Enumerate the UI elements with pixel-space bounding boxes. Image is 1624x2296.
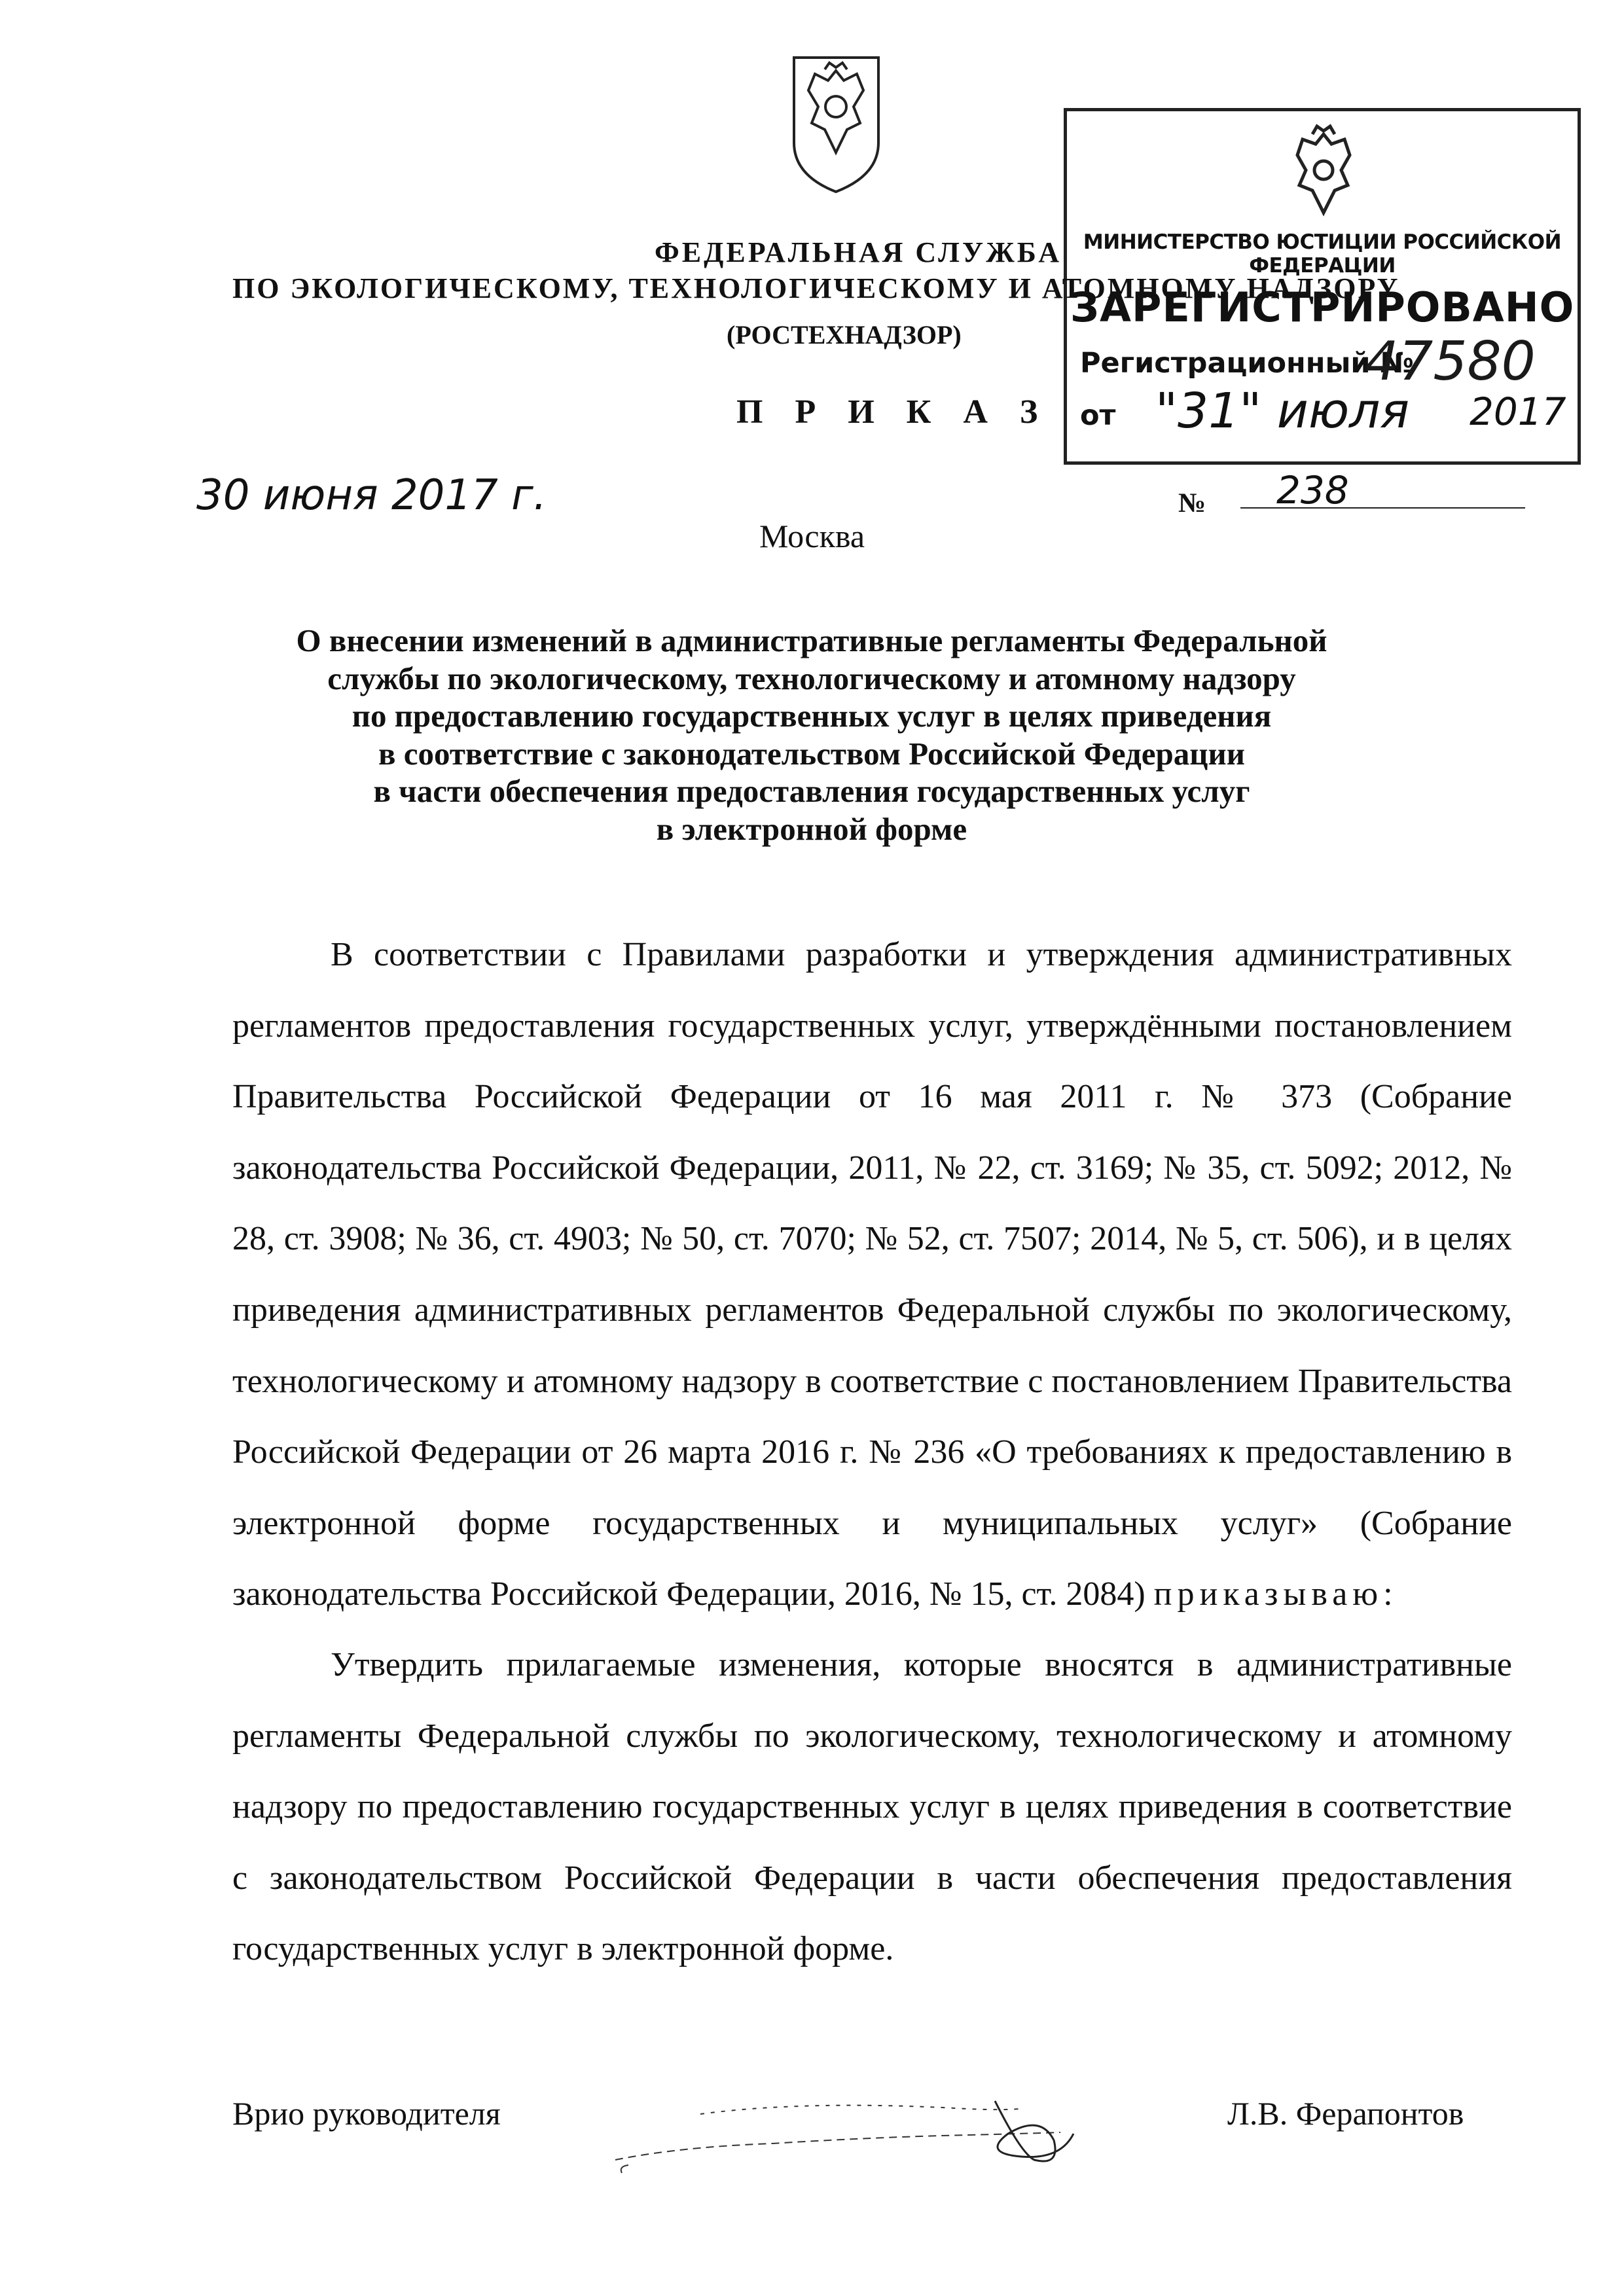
stamp-reg-label: Регистрационный № bbox=[1080, 347, 1415, 380]
coat-of-arms-emblem bbox=[789, 45, 884, 195]
order-number-handwritten: 238 bbox=[1276, 468, 1349, 512]
signatory-position: Врио руководителя bbox=[232, 2095, 501, 2132]
paragraph-2-text: Утвердить прилагаемые изменения, которые вносятся в административные регламенты Федеральной службы по экологическому, технологическому и атомному надзору по предоставлению государственных услуг в целях приведения в соответствие с законодательством Российской Федерации в части обеспечения предоставления государственных услуг в электронной форме. bbox=[232, 1646, 1512, 1968]
title-line: в соответствие с законодательством Российской Федерации bbox=[378, 735, 1245, 772]
order-number-label: № bbox=[1178, 488, 1206, 518]
stamp-year: 2017 bbox=[1470, 389, 1566, 434]
agency-short-name: (РОСТЕХНАДЗОР) bbox=[727, 320, 962, 350]
title-line: службы по экологическому, технологическому и атомному надзору bbox=[327, 660, 1296, 696]
paragraph-1-text: В соответствии с Правилами разработки и утверждения административных регламентов предоставления государственных услуг, утверждёнными постановлением Правительства Российской Федерации от 16 мая 2011 г. № 373 (Собрание законодательства Российской Федерации, 2011, № 22, ст. 3169; № 35, ст. 5092; 2012, № 28, ст. 3908; № 36, ст. 4903; № 50, ст. 7070; № 52, ст. 7507; 2014, № 5, ст. 506), и в целях приведения административных регламентов Федеральной службы по экологическому, технологическому и атомному надзору в соответствие с постановлением Правительства Российской Федерации от 26 марта 2016 г. № 236 «О требованиях к предоставлению в электронной форме государственных и муниципальных услуг» (Собрание законодательства Российской Федерации, 2016, № 15, ст. 2084) bbox=[232, 936, 1512, 1613]
body-paragraph-2 bbox=[232, 1630, 1512, 1985]
stamp-emblem-icon bbox=[1283, 121, 1365, 226]
document-type: П Р И К А З bbox=[736, 393, 1050, 431]
handwritten-signature bbox=[602, 2075, 1126, 2179]
title-line: по предоставлению государственных услуг в целях приведения bbox=[352, 698, 1272, 734]
stamp-ministry: МИНИСТЕРСТВО ЮСТИЦИИ РОССИЙСКОЙ ФЕДЕРАЦИИ bbox=[1083, 230, 1562, 278]
city: Москва bbox=[759, 518, 865, 554]
title-line: в части обеспечения предоставления государственных услуг bbox=[373, 773, 1250, 810]
agency-name-line2: ПО ЭКОЛОГИЧЕСКОМУ, ТЕХНОЛОГИЧЕСКОМУ И АТОМНОМУ НАДЗОРУ bbox=[232, 272, 1400, 304]
title-line: О внесении изменений в административные регламенты Федеральной bbox=[296, 622, 1327, 658]
stamp-date-prefix: от bbox=[1080, 399, 1116, 432]
stamp-date-handwritten: "31" июля bbox=[1155, 383, 1409, 439]
title-line: в электронной форме bbox=[656, 810, 967, 847]
stamp-status: ЗАРЕГИСТРИРОВАНО bbox=[1070, 283, 1575, 331]
order-date-handwritten: 30 июня 2017 г. bbox=[196, 471, 547, 520]
body-paragraph-1 bbox=[232, 920, 1512, 1630]
agency-name-line1: ФЕДЕРАЛЬНАЯ СЛУЖБА bbox=[655, 236, 1062, 268]
document-title bbox=[216, 622, 1407, 848]
order-word: приказываю: bbox=[1153, 1575, 1398, 1613]
stamp-reg-number: 47580 bbox=[1365, 331, 1536, 393]
signatory-name: Л.В. Ферапонтов bbox=[1227, 2095, 1464, 2132]
